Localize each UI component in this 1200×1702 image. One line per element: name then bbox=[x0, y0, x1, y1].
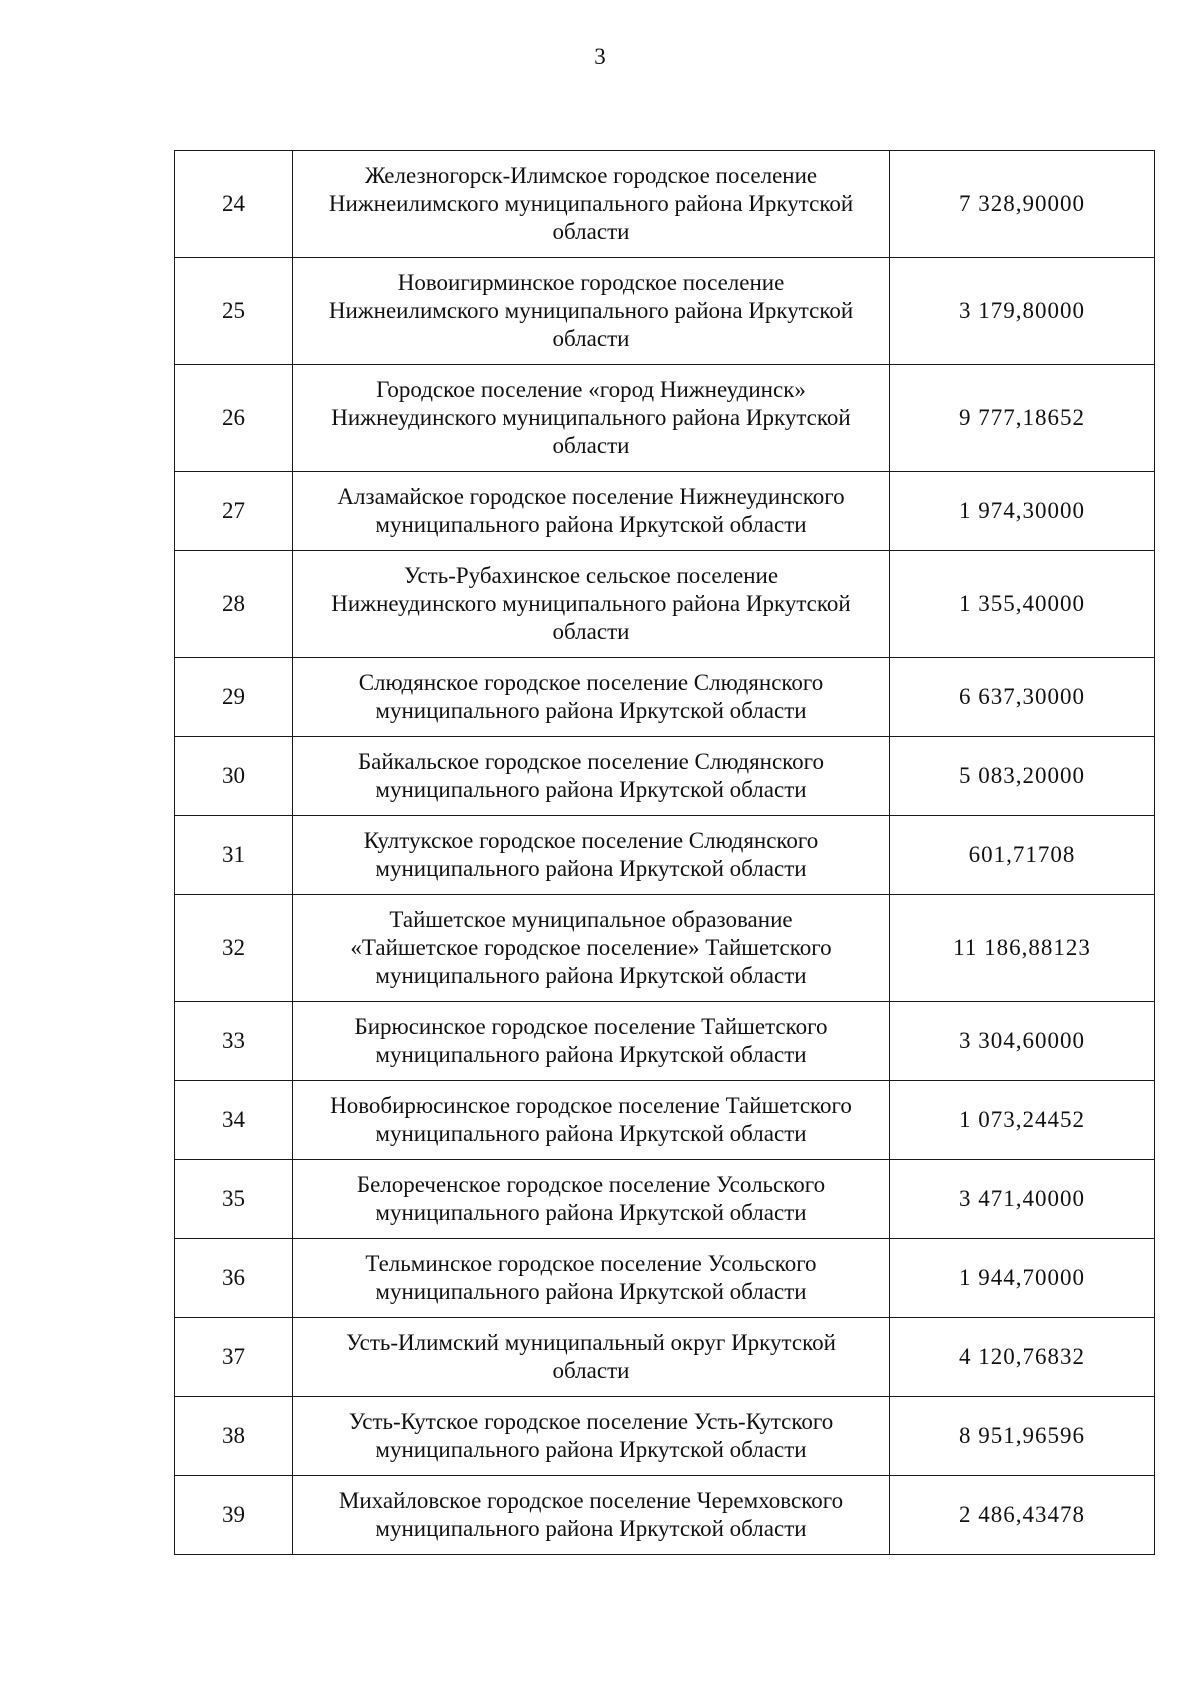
row-number: 28 bbox=[175, 551, 293, 658]
table-row bbox=[175, 737, 1155, 816]
municipality-name bbox=[293, 1476, 890, 1555]
row-number: 30 bbox=[175, 737, 293, 816]
table-row bbox=[175, 258, 1155, 365]
municipality-name bbox=[293, 658, 890, 737]
name-line: Городское поселение «город Нижнеудинск» bbox=[376, 377, 806, 402]
name-line: муниципального района Иркутской области bbox=[375, 698, 807, 723]
row-number: 24 bbox=[175, 151, 293, 258]
name-line: Нижнеудинского муниципального района Иркутской bbox=[331, 591, 851, 616]
name-line: Нижнеилимского муниципального района Иркутской bbox=[328, 191, 854, 216]
table-row bbox=[175, 151, 1155, 258]
amount-value: 3 179,80000 bbox=[890, 258, 1155, 365]
amount-value: 3 471,40000 bbox=[890, 1160, 1155, 1239]
municipality-name bbox=[293, 1002, 890, 1081]
table-row bbox=[175, 551, 1155, 658]
municipality-name bbox=[293, 151, 890, 258]
amount-value: 7 328,90000 bbox=[890, 151, 1155, 258]
amount-value: 2 486,43478 bbox=[890, 1476, 1155, 1555]
table-row bbox=[175, 816, 1155, 895]
table-row bbox=[175, 895, 1155, 1002]
municipality-name bbox=[293, 551, 890, 658]
table-row bbox=[175, 365, 1155, 472]
amount-value: 9 777,18652 bbox=[890, 365, 1155, 472]
municipality-name bbox=[293, 816, 890, 895]
table-row bbox=[175, 1476, 1155, 1555]
municipality-name bbox=[293, 1160, 890, 1239]
amount-value: 11 186,88123 bbox=[890, 895, 1155, 1002]
name-line: муниципального района Иркутской области bbox=[375, 1121, 807, 1146]
municipality-name bbox=[293, 1239, 890, 1318]
name-line: муниципального района Иркутской области bbox=[375, 856, 807, 881]
name-line: Алзамайское городское поселение Нижнеудинского bbox=[337, 484, 845, 509]
name-line: Железногорск-Илимское городское поселение bbox=[364, 163, 818, 188]
row-number: 29 bbox=[175, 658, 293, 737]
municipality-name bbox=[293, 1318, 890, 1397]
amount-value: 1 073,24452 bbox=[890, 1081, 1155, 1160]
amount-value: 1 944,70000 bbox=[890, 1239, 1155, 1318]
row-number: 38 bbox=[175, 1397, 293, 1476]
name-line: муниципального района Иркутской области bbox=[375, 1437, 807, 1462]
name-line: Усть-Кутское городское поселение Усть-Кутского bbox=[348, 1409, 834, 1434]
municipality-name bbox=[293, 365, 890, 472]
name-line: области bbox=[552, 1358, 630, 1383]
name-line: области bbox=[552, 219, 630, 244]
name-line: «Тайшетское городское поселение» Тайшетского bbox=[350, 935, 832, 960]
row-number: 35 bbox=[175, 1160, 293, 1239]
row-number: 34 bbox=[175, 1081, 293, 1160]
amount-value: 8 951,96596 bbox=[890, 1397, 1155, 1476]
name-line: муниципального района Иркутской области bbox=[375, 963, 807, 988]
name-line: муниципального района Иркутской области bbox=[375, 777, 807, 802]
amount-value: 4 120,76832 bbox=[890, 1318, 1155, 1397]
name-line: Новоигирминское городское поселение bbox=[397, 270, 785, 295]
row-number: 33 bbox=[175, 1002, 293, 1081]
table-row bbox=[175, 1160, 1155, 1239]
amount-value: 601,71708 bbox=[890, 816, 1155, 895]
municipality-name bbox=[293, 895, 890, 1002]
row-number: 39 bbox=[175, 1476, 293, 1555]
name-line: Култукское городское поселение Слюдянского bbox=[363, 828, 819, 853]
municipality-name bbox=[293, 1397, 890, 1476]
amount-value: 1 974,30000 bbox=[890, 472, 1155, 551]
name-line: области bbox=[552, 433, 630, 458]
name-line: области bbox=[552, 619, 630, 644]
table-row bbox=[175, 1318, 1155, 1397]
amount-value: 6 637,30000 bbox=[890, 658, 1155, 737]
name-line: Нижнеудинского муниципального района Иркутской bbox=[331, 405, 851, 430]
row-number: 31 bbox=[175, 816, 293, 895]
row-number: 36 bbox=[175, 1239, 293, 1318]
name-line: Тельминское городское поселение Усольского bbox=[365, 1251, 817, 1276]
row-number: 26 bbox=[175, 365, 293, 472]
municipality-name bbox=[293, 472, 890, 551]
name-line: муниципального района Иркутской области bbox=[375, 512, 807, 537]
name-line: Новобирюсинское городское поселение Тайшетского bbox=[330, 1093, 852, 1118]
municipality-name bbox=[293, 737, 890, 816]
table-row bbox=[175, 1081, 1155, 1160]
name-line: Нижнеилимского муниципального района Иркутской bbox=[328, 298, 854, 323]
name-line: области bbox=[552, 326, 630, 351]
amount-value: 1 355,40000 bbox=[890, 551, 1155, 658]
row-number: 37 bbox=[175, 1318, 293, 1397]
name-line: Бирюсинское городское поселение Тайшетского bbox=[354, 1014, 828, 1039]
name-line: Слюдянское городское поселение Слюдянского bbox=[358, 670, 824, 695]
allocation-table bbox=[174, 150, 1155, 1555]
name-line: муниципального района Иркутской области bbox=[375, 1516, 807, 1541]
name-line: Байкальское городское поселение Слюдянского bbox=[357, 749, 825, 774]
table-row bbox=[175, 472, 1155, 551]
name-line: муниципального района Иркутской области bbox=[375, 1200, 807, 1225]
name-line: муниципального района Иркутской области bbox=[375, 1279, 807, 1304]
table-row bbox=[175, 658, 1155, 737]
name-line: Белореченское городское поселение Усольского bbox=[356, 1172, 826, 1197]
table-row bbox=[175, 1397, 1155, 1476]
row-number: 27 bbox=[175, 472, 293, 551]
name-line: муниципального района Иркутской области bbox=[375, 1042, 807, 1067]
row-number: 25 bbox=[175, 258, 293, 365]
municipality-name bbox=[293, 258, 890, 365]
page-number: 3 bbox=[594, 44, 606, 69]
name-line: Усть-Илимский муниципальный округ Иркутской bbox=[346, 1330, 836, 1355]
amount-value: 5 083,20000 bbox=[890, 737, 1155, 816]
amount-value: 3 304,60000 bbox=[890, 1002, 1155, 1081]
municipality-name bbox=[293, 1081, 890, 1160]
name-line: Михайловское городское поселение Черемховского bbox=[338, 1488, 844, 1513]
name-line: Тайшетское муниципальное образование bbox=[389, 907, 793, 932]
table-row bbox=[175, 1239, 1155, 1318]
name-line: Усть-Рубахинское сельское поселение bbox=[403, 563, 779, 588]
row-number: 32 bbox=[175, 895, 293, 1002]
table-row bbox=[175, 1002, 1155, 1081]
